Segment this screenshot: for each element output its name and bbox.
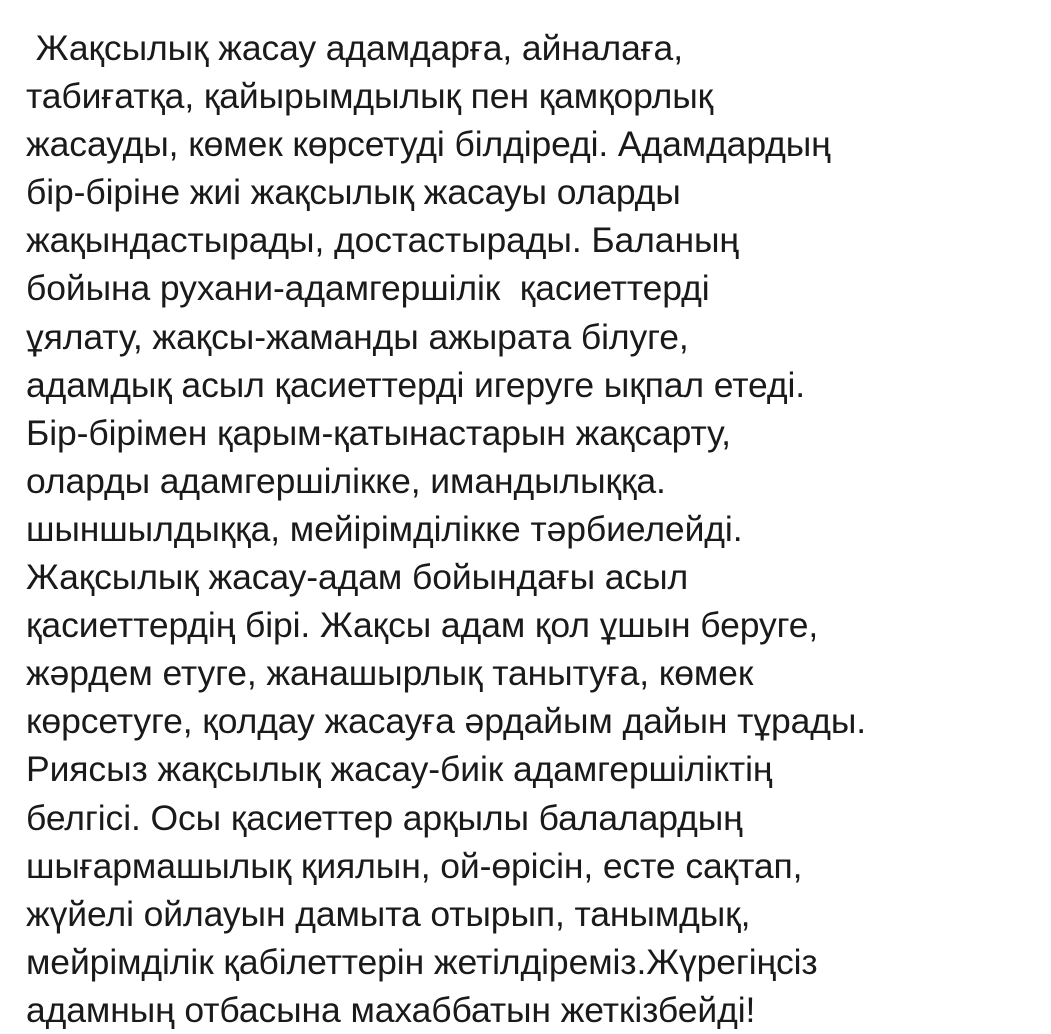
text-line-17: белгісі. Осы қасиеттер арқылы балалардың (26, 797, 743, 838)
text-line-13: қасиеттердің бірі. Жақсы адам қол ұшын беруге, (26, 605, 819, 646)
text-line-3: жасауды, көмек көрсетуді білдіреді. Адамдардың (26, 124, 831, 165)
document-text (26, 24, 1046, 1034)
text-line-7: ұялату, жақсы-жаманды ажырата білуге, (26, 316, 689, 357)
text-line-5: жақындастырады, достастырады. Баланың (26, 220, 739, 261)
text-line-2: табиғатқа, қайырымдылық пен қамқорлық (26, 76, 714, 117)
text-line-8: адамдық асыл қасиеттерді игеруге ықпал етеді. (26, 364, 806, 405)
text-line-11: шыншылдыққа, мейірімділікке тәрбиелейді. (26, 508, 743, 549)
text-line-21: адамның отбасына махаббатын жеткізбейді! (26, 989, 756, 1030)
text-line-14: жәрдем етуге, жанашырлық танытуға, көмек (26, 653, 754, 694)
text-line-9: Бір-бірімен қарым-қатынастарын жақсарту, (26, 412, 731, 453)
text-line-4: бір-біріне жиі жақсылық жасауы оларды (26, 172, 681, 213)
text-line-18: шығармашылық қиялын, ой-өрісін, есте сақтап, (26, 845, 803, 886)
text-line-1: Жақсылық жасау адамдарға, айналаға, (26, 28, 683, 68)
text-line-19: жүйелі ойлауын дамыта отырып, танымдық, (26, 893, 751, 934)
text-line-16: Риясыз жақсылық жасау-биік адамгершіліктің (26, 749, 773, 790)
text-line-12: Жақсылық жасау-адам бойындағы асыл (26, 557, 689, 598)
text-line-15: көрсетуге, қолдау жасауға әрдайым дайын тұрады. (26, 701, 867, 742)
text-line-10: оларды адамгершілікке, имандылыққа. (26, 460, 666, 501)
text-line-6: бойына рухани-адамгершілік қасиеттерді (26, 268, 710, 309)
text-line-20: мейрімділік қабілеттерін жетілдіреміз.Жүрегіңсіз (26, 941, 818, 982)
